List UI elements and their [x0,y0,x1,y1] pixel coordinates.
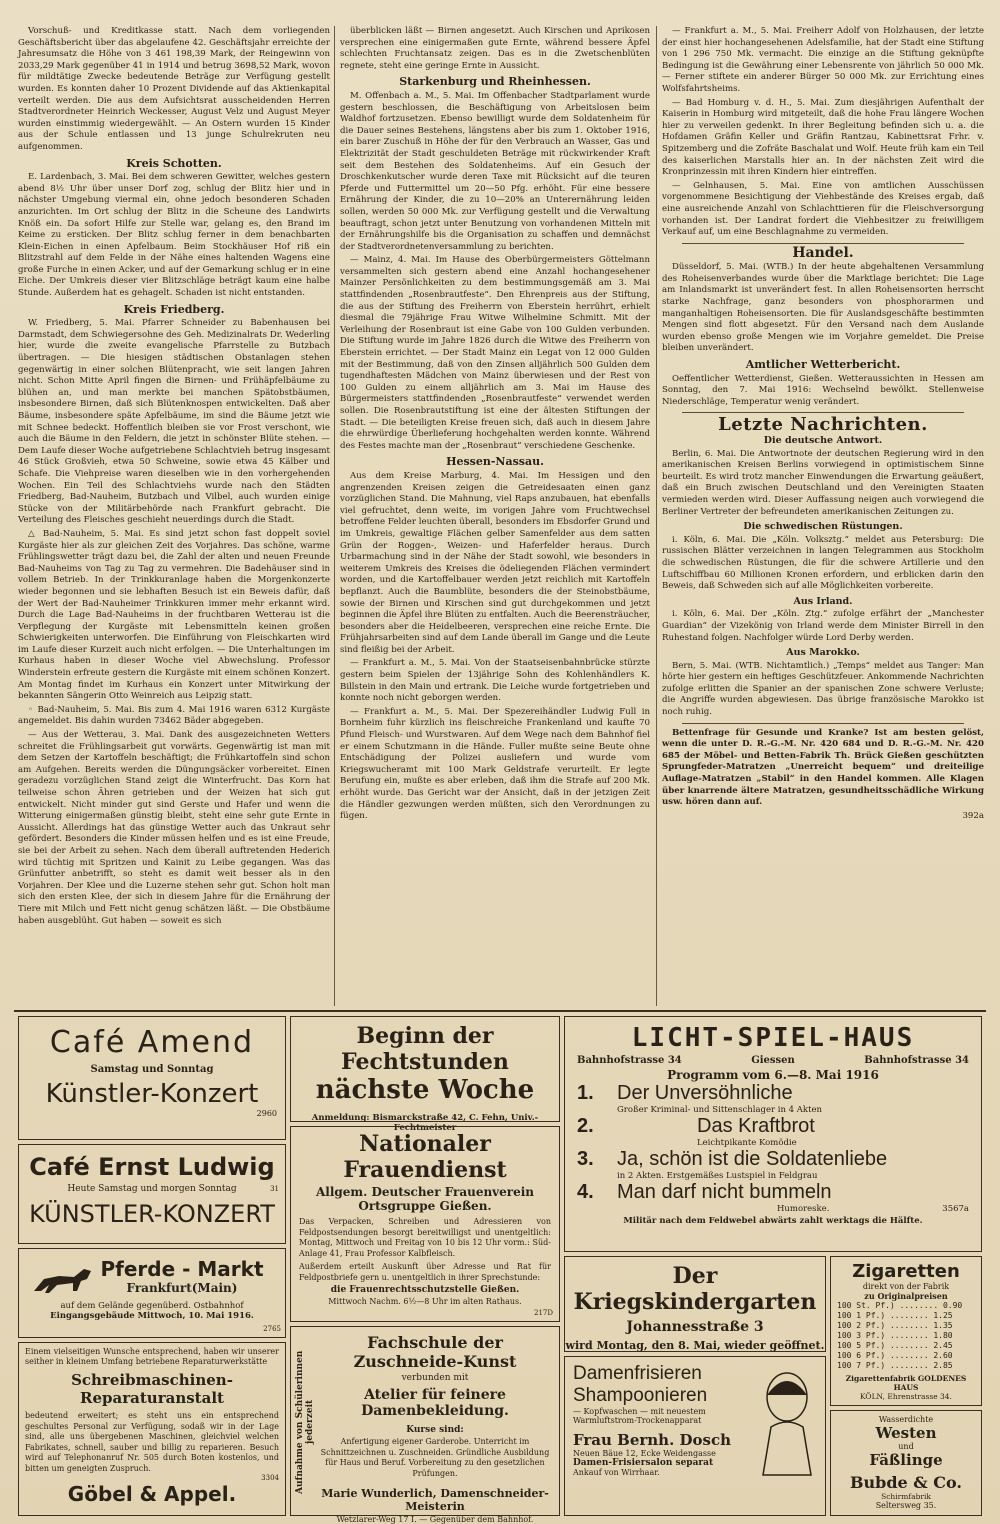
film-number: 3. [577,1148,594,1170]
film-number: 2. [577,1115,594,1137]
article-paragraph: i. Köln, 6. Mai. Die „Köln. Volksztg.“ meldet aus Petersburg: Die russischen Blätter verzeichnen in langen Telegrammen aus Stockholm die schwedischen Rüstungen, die für die schwere Artillerie und den Luftschiffbau 60 Millionen Kronen erfordern, und erblicken darin den Beweis, daß Schweden sich auf alle Möglichkeiten vorbereite. [662,534,984,592]
section-heading: Letzte Nachrichten. [718,414,928,436]
ad-text: KÖLN, Ehrenstrasse 34. [860,1392,952,1401]
section-heading: Kreis Schotten. [126,156,222,170]
ad-title: Damenfrisieren [573,1363,702,1384]
film-title: Das Kraftbrot [697,1115,815,1137]
subheading: Aus Irland. [793,595,853,607]
ad-text: Außerdem erteilt Auskunft über Adresse und Rat für Feldpostbriefe gern u. unentgeltlich in ihrer Sprechstunde: [299,1262,551,1282]
ad-text: Schirmfabrik [881,1492,931,1501]
article-paragraph: E. Lardenbach, 3. Mai. Bei dem schweren Gewitter, welches gestern abend 8½ Uhr über unser Dorf zog, schlug der Blitz hier und in nächster Umgebung viermal ein, ohne jedoch besonderen Schaden anzurichten. Im Ort schlug der Blitz in die Scheune des Landwirts Knöß ein. Da sofort Hilfe zur Stelle war, gelang es, den Brand im Keime zu ersticken. Der Blitz schlug ferner in dem benachbarten Klein-Eichen in einen Apfelbaum. Beim Stockhäuser Hof riß ein Blitzstrahl auf dem Felde in der Nähe eines haltenden Wagens eine große Furche in einen Acker, und auf der Gemarkung schlug er in eine Eiche. Der Umkreis dieser vier Blitzschläge beträgt kaum eine halbe Stunde. Außerdem hat es gehagelt. Schaden ist nicht entstanden. [18,172,330,299]
ad-text: Programm vom 6.—8. Mai 1916 [667,1068,879,1082]
ad-text: zu Originalpreisen [864,1291,948,1301]
ad-cafe-amend [18,1016,286,1140]
ad-fachschule [290,1326,560,1524]
ad-side-text: Aufnahme von Schülerinnen jederzeit [295,1350,315,1494]
ad-text: Kurse sind: [406,1425,464,1435]
divider [682,243,964,244]
price-row: 100 6 Pf.) ........ 2.60 [837,1351,953,1360]
ad-text: verbunden mit [401,1373,469,1383]
article-paragraph: — Aus der Wetterau, 3. Mai. Dank des ausgezeichneten Wetters schreitet die Frühlingsarbeit gut vorwärts. Gegenwärtig ist man mit dem Setzen der Kartoffeln beschäftigt; die Frühkartoffeln sind schon am Aufgehen. Bereits werden die Düngungsäcker vorbereitet. Einen geradezu vorzüglichen Stand zeigt die Winterfrucht. Das Korn hat teilweise schon Ähren getrieben und der Weizen hat sich gut entwickelt. Nicht minder gut sind Gerste und Hafer und wenn die Witterung einigermaßen günstig bleibt, steht eine sehr gute Ernte in Aussicht. Allerdings hat das günstige Wetter auch das Unkraut sehr gefördert. Besonders die Kinder müssen helfen und es ist eine Freude, sie bei der Arbeit zu sehen. Nach dem überall auftretenden Hederich wird tüchtig mit Spritzen und Kainit zu Leibe gegangen. Was das Grünfutter anbetrifft, so steht es damit weit besser als in den Vorjahren. Der Klee und die Luzerne stehen sehr gut. Schon holt man sich den ersten Klee, der sich in diesem Jahre für die Ernährung der Tiere mit Milch und Fett nicht genug schätzen läßt. — Die Obstbäume haben ausgeblüht. Gut haben — soweit es sich [18,730,330,926]
ad-code: 217D [534,1309,553,1317]
subheading: Die schwedischen Rüstungen. [743,521,903,533]
article-paragraph: M. Offenbach a. M., 5. Mai. Im Offenbacher Stadtparlament wurde gestern beschlossen, die Beschäftigung von Arbeitslosen beim Waldhof fortzusetzen. Ebenso bewilligt wurde dem Soldatenheim für die Dauer seines Bestehens, längstens aber bis zum 1. Oktober 1916, ein barer Zuschuß in Höhe der für den Verbrauch an Wasser, Gas und Elektrizität der Stadt geschuldeten Beträge mit rückwirkender Kraft seit dem Bestehen des Soldatenheims. Auf ein Gesuch der Droschkenkutscher wurde deren Taxe mit Rücksicht auf die teuren Pferde und Futtermittel um 20—50 Pfg. erhöht. Für eine bessere Ernährung der Kinder, die zu 10—20% an Unterernährung leiden sollen, werden 50 000 Mk. zur Verfügung gestellt und die Verwaltung beauftragt, schon jetzt unter Benutzung von vorhandenen Mitteln mit der Ernährungshilfe bis die Organisation zu schaffen und demnächst der Stadtverordnetenversammlung zu berichten. [340,90,650,252]
price-row: 100 7 Pf.) ........ 2.85 [837,1361,953,1370]
column-rule [656,26,657,1006]
ad-title: Westen [875,1424,937,1442]
ad-title: Beginn der Fechtstunden [341,1023,509,1075]
ad-text: Allgem. Deutscher Frauenverein [315,1185,535,1199]
ad-text: Heute Samstag und morgen Sonntag [67,1184,237,1194]
film-desc: Großer Kriminal- und Sittenschlager in 4 Akten [617,1105,822,1115]
film-number: 1. [577,1082,594,1104]
ad-title: Zigaretten [852,1261,960,1282]
ad-text: — Kopfwaschen — mit neuestem Warmluftstrom-Trockenapparat [573,1407,706,1425]
film-row [577,1115,969,1138]
ad-event: Künstler-Konzert [45,1079,259,1109]
ad-text: Ortsgruppe Gießen. [358,1199,492,1213]
ad-text: Ankauf von Wirrhaar. [573,1468,660,1477]
ad-frauendienst [290,1126,560,1322]
ad-address-row [577,1055,969,1066]
ad-text: Einem vielseitigen Wunsche entsprechend, haben wir unserer seither in kleinem Umfang betriebene Reparaturwerkstätte [25,1347,279,1366]
ad-title: Der Kriegskindergarten [573,1263,817,1315]
ad-text: Eingangsgebäude Mittwoch, 10. Mai 1916. [50,1311,254,1321]
ad-text: direkt von der Fabrik [862,1282,950,1291]
ad-fechtstunden [290,1016,560,1133]
column-2 [340,26,650,1004]
ad-text: Frau Bernh. Dosch [573,1431,732,1449]
ad-title: Fachschule der Zuschneide-Kunst [353,1333,517,1371]
ad-title: Pferde - Markt [100,1257,264,1281]
article-paragraph: W. Friedberg, 5. Mai. Pfarrer Schneider zu Babenhausen bei Darmstadt, dem Schwiegersohne des Geh. Medizinalrats Dr. Wederling hier, wurde die zweite evangelische Pfarrstelle zu Butzbach übertragen. — Die hiesigen städtischen Obstanlagen stehen gegenwärtig in einer solchen Blütenpracht, wie seit langen Jahren nicht. Schon Mitte April fingen die Birnen- und Frühäpfelbäume zu blühen an, und man merkte bei manchen Spätobstbäumen, insbesondere Birnen, daß sich Blütenknospen entwickelten. Daß aber Bäume, insbesondere späte Apfelbäume, im sind die Bäume jetzt wie mit Schnee bedeckt. Hoffentlich bleiben sie vor Frost verschont, wie auch die Bäume in den Feldern, die jetzt in schönster Blüte stehen. — Dem Laufe dieser Woche aufgetriebene Schlachtvieh betrug insgesamt 46 Stück Großvieh, etwa 50 Schweine, sowie etwa 45 Kälber und Schafe. Die Viehpreise waren dieselben wie in den vorhergehenden Wochen. Ein Teil des Schlachtviehs wurde nach den Städten Friedberg, Bad-Nauheim, Butzbach und Vilbel, auch wurden einige Stücke von der Militärbehörde nach Frankfurt gebracht. Die Verteilung des Fleisches geschieht neuerdings durch die Stadt. [18,318,330,526]
woman-portrait-icon [757,1367,817,1477]
article-paragraph: — Frankfurt a. M., 5. Mai. Freiherr Adolf von Holzhausen, der letzte der einst hier hochangesehenen Adelsfamilie, hat der Stadt eine Stiftung von 1 296 750 Mk. vermacht. Die einzige an die Stiftung geknüpfte Bedingung ist die Gewährung einer Lebensrente von jährlich 50 000 Mk. — Ferner stiftete ein anderer Bürger 50 000 Mk. zur Errichtung eines Wolfsfahrtsheims. [662,26,984,94]
ad-cafe-ernst-ludwig [18,1144,286,1244]
section-heading: Starkenburg und Rheinhessen. [399,75,591,89]
article-paragraph: überblicken läßt — Birnen angesetzt. Auch Kirschen und Aprikosen versprechen eine einigermaßen gute Ernte, während bessere Äpfel schlechten Fruchtansatz zeigen. Das es in die Zwetschenblüten regnete, steht eine geringe Ernte in Aussicht. [340,26,650,71]
article-paragraph: Bern, 5. Mai. (WTB. Nichtamtlich.) „Temps“ meldet aus Tanger: Man hörte hier gestern ein heftiges Geschützfeuer. Ankommende Nachrichten zufolge erlitten die Spanier an der spanischen Zone schwere Verluste; die Angriffe wurden abgewiesen. Das übrige französische Marokko ist noch ruhig. [662,660,984,718]
column-3 [662,26,984,1004]
ad-title: Café Amend [49,1025,255,1060]
ad-title: Café Ernst Ludwig [29,1153,275,1181]
ad-code: 2765 [263,1325,281,1333]
ad-zigaretten [830,1256,982,1406]
article-paragraph: — Gelnhausen, 5. Mai. Eine von amtlichen Ausschüssen vorgenommene Besichtigung der Viehbestände des Kreises ergab, daß eine ausreichende Anzahl von Schlachttieren für die Fleischversorgung vorhanden ist. Der Landrat fordert die Viehbesitzer zu freiwilligem Verkauf auf, um eine Beschlagnahme zu vermeiden. [662,180,984,238]
column-rule [334,26,335,1006]
film-desc: in 2 Akten. Erstgemäßes Lustspiel in Feldgrau [617,1171,818,1181]
ad-text: auf dem Gelände gegenüberd. Ostbahnhof [60,1301,244,1311]
ad-damenfrisieren [564,1356,826,1516]
price-row: 100 1 Pf.) ........ 1.25 [837,1311,953,1320]
ad-text: Mittwoch Nachm. 6½—8 Uhr im alten Rathaus. [328,1297,522,1306]
subheading: Aus Marokko. [786,647,860,659]
price-list [837,1301,975,1371]
article-paragraph: Vorschuß- und Kreditkasse statt. Nach dem vorliegenden Geschäftsbericht über das abgelaufene 42. Geschäftsjahr erreichte der Jahresumsatz die Höhe von 3 461 198,39 Mark, der Reingewinn von 2033,29 Mark gegenüber 41 in 1914 und betrug 3698,52 Mark, wovon für mildtätige Zwecke bedeutende Beträge zur Verfügung gestellt wurden. Es konnten daher 10 Prozent Dividende auf das Aktienkapital verteilt werden. Die aus dem Aufsichtsrat ausscheidenden Herren Stadtverordneter Heinrich Weckesser, August Velz und August Meyer wurden einstimmig wiedergewählt. — An Ostern wurden 15 Kinder aus der Schule entlassen und 13 junge Schulrekruten neu aufgenommen. [18,26,330,152]
ad-text: die Frauenrechtsschutzstelle Gießen. [330,1285,520,1295]
ad-kriegskindergarten [564,1256,826,1352]
ad-text: Frankfurt(Main) [126,1281,238,1295]
ad-code: 31 [270,1185,279,1193]
ad-text: Seltersweg 35. [875,1501,937,1510]
price-row: 100 3 Pf.) ........ 1.80 [837,1331,953,1340]
film-title: Der Unversöhnliche [617,1082,793,1104]
ad-title: Fäßlinge [869,1451,943,1469]
section-heading: Hessen-Nassau. [446,455,544,469]
subheading: Die deutsche Antwort. [763,435,883,446]
film-title: Man darf nicht bummeln [617,1181,832,1203]
film-title: Ja, schön ist die Soldatenliebe [617,1148,888,1170]
ad-text: Anmeldung: Bismarckstraße 42, C. Fehn, Univ.-Fechtmeister [311,1113,539,1133]
ad-text: bedeutend erweitert; es steht uns ein entsprechend geschultes Personal zur Verfügung, sodaß wir in der Lage sind, alle uns übergebenen Maschinen, gleichviel welchen Fabrikates, schnell, sauber und billig zu reparieren. Besuch wird auf Telephonanruf Nr. 505 durch Boten kostenlos, und bitten um geneigten Zuspruch. [25,1411,279,1473]
article-paragraph: Oeffentlicher Wetterdienst, Gießen. Wetteraussichten in Hessen am Sonntag, den 7. Mai 1916: Wechselnd bewölkt. Stellenweise Niederschläge, Temperatur wenig verändert. [662,373,984,407]
article-paragraph: Berlin, 6. Mai. Die Antwortnote der deutschen Regierung wird in den amerikanischen Kreisen Berlins vorwiegend in optimistischem Sinne beurteilt. Es wird trotz mancher Einwendungen die Erwartung geäußert, daß ein Bruch zwischen Deutschland und den Vereinigten Staaten vermieden werden wird. Dieser Auffassung neigen auch vorwiegend die Berliner Vertreter der befreundeten amerikanischen Zeitungen zu. [662,448,984,517]
ad-text: Militär nach dem Feldwebel abwärts zahlt werktags die Hälfte. [623,1216,923,1226]
ad-code: 3567a [942,1204,969,1214]
article-paragraph: Aus dem Kreise Marburg, 4. Mai. Im Hessigen und den angrenzenden Kreisen zeigen die Getreidesaaten einen ganz vorzüglichen Stand. Die Mahnung, viel Raps anzubauen, hat ebenfalls viel gefruchtet, denn weite, im vorigen Jahre vom Fruchtwechsel betroffene Felder leuchten überall, besonders im Ebsdorfer Grund und im Umkreis, gewaltige Flächen gelber Samenfelder aus dem satten Grün der Roggen-, Weizen- und Haferfelder heraus. Durch Urbarmachung sind in der Nähe der Stadt sowohl, wie besonders in weiterem Umkreis des Kreises die ödeliegenden Flächen vermindert worden, und die Kartoffelbauer werden jetzt reichlich mit Kartoffeln bepflanzt. Auch die Baumblüte, besonders die der Steinobstbäume, sowie der Birnen und Kirschen sind gut durchgekommen und jetzt beginnen die Äpfel ihre Blüten zu entfalten. Auch die Beerensträucher, besonders aber die Heidelbeeren, versprechen eine reiche Ernte. Die Frühjahrsarbeiten sind auf dem Lande überall im Gange und die Leute sind fleißig bei der Arbeit. [340,470,650,655]
article-paragraph: i. Köln, 6. Mai. Der „Köln. Ztg.“ zufolge erfährt der „Manchester Guardian“ der Vizekönig von Irland werde dem Minister Birrell in den Ruhestand folgen. Nachfolger würde Lord Derby werden. [662,609,984,643]
film-desc: Humoreske. [777,1204,830,1214]
ad-title: Atelier für feinere Damenbekleidung. [361,1387,509,1419]
film-row [577,1082,969,1105]
ad-westen [830,1410,982,1516]
ad-title: nächste Woche [315,1075,535,1105]
ad-title: Shampoonieren [573,1385,708,1406]
article-paragraph: — Frankfurt a. M., 5. Mai. Von der Staatseisenbahnbrücke stürzte gestern beim Spielen der 13jährige Sohn des Kohlenhändlers K. Billstein in den Main und ertrank. Die Leiche wurde fortgetrieben und konnte noch nicht geborgen werden. [340,658,650,704]
ad-event: KÜNSTLER-KONZERT [29,1200,275,1228]
ad-pferde-markt [18,1248,286,1338]
article-paragraph: △ Bad-Nauheim, 5. Mai. Es sind jetzt schon fast doppelt soviel Kurgäste hier als zur gleichen Zeit des Vorjahres. Das schöne, warme Frühlingswetter trägt dazu bei, die Zahl der alten und neuen Freunde Bad-Nauheims von Tag zu Tag zu vermehren. Die Badehäuser sind in vollem Betrieb. In der Trinkkuranlage haben die Morgenkonzerte wieder begonnen und sie lebhaften Besuch ist ein Beweis dafür, daß der Wert der Bad-Nauheimer Trinkkuren immer mehr erkannt wird. Durch die Lage Bad-Nauheims in der fruchtbaren Wetterau ist die Verpflegung der Kurgäste mit Lebensmitteln keinen großen Schwierigkeiten unterworfen. Die Einführung von Fleischkarten wird im Laufe dieser Kurzeit auch nicht erfolgen. — Die Unterhaltungen im Kurhaus haben in dieser Woche viel Abwechslung. Professor Winderstein erfreute gestern die Kurgäste mit einem schönen Konzert. Am Montag findet im Kurhaus ein Konzert unter Mitwirkung der bekannten Sängerin Otto Weinreich aus Leipzig statt. [18,528,330,702]
ad-text: Anfertigung eigener Garderobe. Unterricht im Schnittzeichnen u. Zuschneiden. Gründliche Ausbildung für Haus und Beruf. Vorbereitung zu den gesetzlichen Prüfungen. [320,1437,550,1478]
article-paragraph: — Mainz, 4. Mai. Im Hause des Oberbürgermeisters Göttelmann versammelten sich gestern abend eine Anzahl hochangesehener Mainzer Persönlichkeiten zu dem bestimmungsgemäß am 3. Mai stattfindenden „Rosenbrautfeste“. Den Ehrenpreis aus der Stiftung, die aus der Stiftung des Freiherrn von Eberstein herrührt, erhielt diesmal die 79jährige Frau Witwe Wilhelmine Schmitt. Mit der Verleihung der Rosenbraut ist eine Gabe von 100 Gulden verbunden. Die Stiftung wurde im Jahre 1826 durch die Witwe des Freiherrn von Eberstein errichtet. — Der Stadt Mainz ein Legat von 12 000 Gulden mit der Bestimmung, daß von den Zinsen alljährlich 500 Gulden dem tugendhaftesten Mädchen von Mainz überwiesen und der Rest von 100 Gulden zu einem alljährlich am 3. Mai im Hause des Bürgermeisters stattfindenden „Rosenbrautfeste“ verwendet werden sollen. Die Rosenbrautstiftung ist eine der ältesten Stiftungen der Stadt. — Die beteiligten Kreise freuen sich, daß auch in diesem Jahre die ehrwürdige Überlieferung hochgehalten werden konnte. Während des Festes machte man der „Rosenbraut“ verschiedene Geschenke. [340,255,650,451]
ad-text: Bahnhofstrasse 34 [864,1055,969,1066]
film-row [577,1204,969,1214]
advertisement-section [14,1010,986,1524]
ad-text: und [898,1442,914,1451]
section-heading: Kreis Friedberg. [123,302,225,316]
ad-text: Bahnhofstrasse 34 [577,1055,682,1066]
article-paragraph: — Bad Homburg v. d. H., 5. Mai. Zum diesjährigen Aufenthalt der Kaiserin in Homburg wird mitgeteilt, daß die hohe Frau längere Wochen hier zu verweilen gedenkt. In ihrer Begleitung befinden sich u. a. die Hofdamen Gräfin Keller und Gräfin Rantzau, Kabinettsrat Frhr. v. Spitzemberg und die Zofräte Baschalat und Wolf. Heute früh kam ein Teil des kaiserlichen Marstalls hier an. In der nächsten Zeit wird die Kronprinzessin mit ihren Kindern hier eintreffen. [662,97,984,178]
ad-firm: Göbel & Appel. [67,1482,237,1506]
section-heading: Handel. [792,244,854,261]
ad-text: wird Montag, den 8. Mai, wieder geöffnet. [565,1339,825,1352]
price-row: 100 St. Pf.) ........ 0.90 [837,1301,963,1310]
article-paragraph: — Frankfurt a. M., 5. Mai. Der Spezereihändler Ludwig Full in Bornheim fuhr kürzlich ins fleischreiche Frankenland und kaufte 70 Pfund Fleisch- und Wurstwaren. Auf dem Wege nach dem Bahnhof fiel er einem Schutzmann in die Hände. Fuller mußte seine Beute ohne Entschädigung der Polizei ausliefern und wurde vom Kriegswucheramt mit 100 Mark Geldstrafe verurteilt. Er legte Berufung ein, mußte es aber erleben, daß ihm die Strafe auf 200 Mk. erhöht wurde. Das Gericht war der Ansicht, daß in der jetzigen Zeit die Händler gezwungen werden müßten, sich den Verordnungen zu fügen. [340,706,650,822]
film-desc: Leichtpikante Komödie [697,1138,797,1148]
ad-text: Wasserdichte [878,1415,934,1424]
film-row [577,1181,969,1204]
price-row: 100 5 Pf.) ........ 2.45 [837,1341,953,1350]
ad-firm: Bubde & Co. [850,1473,962,1492]
divider [682,412,964,413]
ad-schreibmaschinen [18,1342,286,1516]
film-row [577,1148,969,1171]
ad-text: Giessen [751,1055,795,1066]
film-number: 4. [577,1181,594,1203]
article-paragraph: Düsseldorf, 5. Mai. (WTB.) In der heute abgehaltenen Versammlung des Roheisenverbandes wurde über die Marktlage berichtet: Die Lage am Inlandsmarkt ist unverändert fest. In allen Roheisensorten herrscht starke Nachfrage, ganz besonders von phosphorarmen und manganhaltigen Roheisensorten. Die für Auslandsgeschäfte bestimmten Mengen sind flott abgesetzt. Für den Versand nach dem Auslande wurden ebenso große Mengen wie im Vorjahre gemeldet. Die Preise bleiben unverändert. [662,262,984,354]
horse-icon [29,1261,99,1301]
article-paragraph: ◦ Bad-Nauheim, 5. Mai. Bis zum 4. Mai 1916 waren 6312 Kurgäste angemeldet. Bis dahin wurden 73462 Bäder abgegeben. [18,704,330,727]
price-row: 100 2 Pf.) ........ 1.35 [837,1321,953,1330]
divider [682,723,964,724]
ad-title: LICHT-SPIEL-HAUS [631,1023,915,1053]
ad-text: Johannesstraße 3 [626,1319,764,1335]
ad-text: Das Verpacken, Schreiben und Adressieren von Feldpostsendungen besorgt bereitwilligst und unentgeltlich: Montag, Mittwoch und Freitag von 10 bis 12 Uhr vorm.: Süd-Anlage 41, Frau Professor Kalbfleisch. [299,1217,551,1258]
ad-text: Samstag und Sonntag [90,1064,214,1075]
ad-text: Damen-Frisiersalon separat [573,1458,714,1468]
ad-title: Nationaler Frauendienst [343,1131,507,1183]
ad-code: 3304 [261,1474,279,1482]
ad-text: Zigarettenfabrik GOLDENES HAUS [845,1374,967,1392]
section-heading: Amtlicher Wetterbericht. [745,358,901,372]
ad-text: Marie Wunderlich, Damenschneider-Meisterin [321,1487,549,1513]
ad-text: Neuen Bäue 12, Ecke Weidengasse [573,1449,716,1458]
ad-code: 392a [962,810,984,821]
article-paragraph: Bettenfrage für Gesunde und Kranke? Ist am besten gelöst, wenn die unter D. R.-G.-M. Nr. 420 684 und D. R.-G.-M. Nr. 420 685 der Möbel- und Betten-Fabrik Th. Brück Gießen geschützten Sprungfeder-Matratzen „Unerreicht bequem“ und dreiteilige Auflage-Matratzen „Stabil“ in den Handel kommen. Alle Klagen über knarrende ältere Matratzen, gesundheitsschädliche Wirkung usw. hören dann auf. [662,727,984,808]
column-1 [18,26,330,1004]
ad-text: Wetzlarer-Weg 17 I. — Gegenüber dem Bahnhof. [336,1515,534,1524]
ad-title: Schreibmaschinen-Reparaturanstalt [71,1371,233,1407]
ad-licht-spiel-haus [564,1016,982,1252]
ad-code: 2960 [256,1109,277,1118]
